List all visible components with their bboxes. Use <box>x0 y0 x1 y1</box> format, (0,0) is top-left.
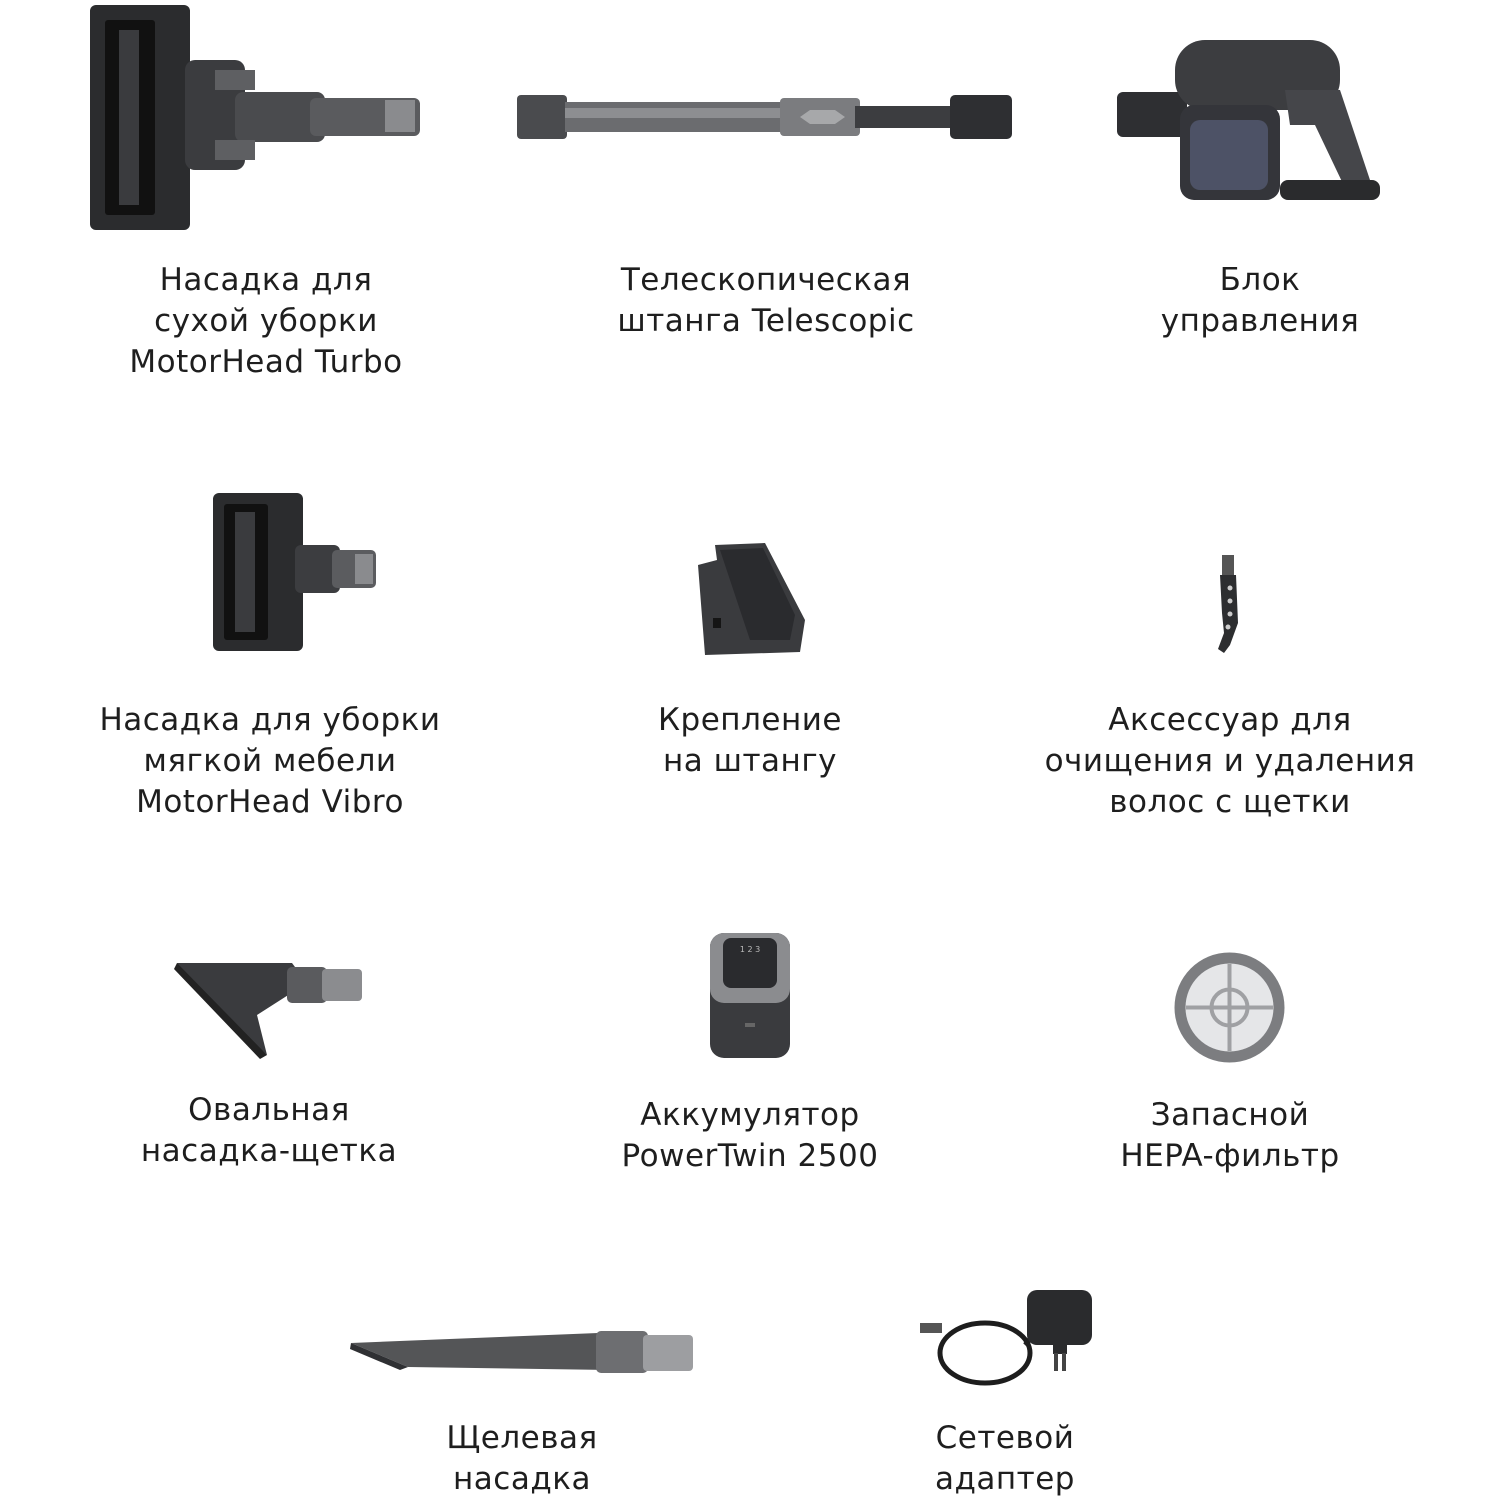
caption-line: на штангу <box>663 743 837 779</box>
caption-line: штанга Telescopic <box>617 303 915 339</box>
battery-icon <box>705 928 795 1063</box>
tube-mount-icon <box>695 540 810 660</box>
caption-line: Телескопическая <box>620 262 912 298</box>
caption-line: Запасной <box>1150 1097 1310 1133</box>
oval-brush-icon <box>172 955 367 1060</box>
caption-line: Насадка для <box>159 262 373 298</box>
caption-telescopic-tube <box>566 260 966 342</box>
caption-line: насадка <box>453 1461 591 1497</box>
caption-line: Аккумулятор <box>640 1097 860 1133</box>
caption-power-adapter <box>805 1418 1205 1500</box>
caption-control-unit <box>1060 260 1460 342</box>
caption-line: Насадка для уборки <box>99 702 441 738</box>
caption-motorhead-turbo <box>66 260 466 383</box>
caption-line: Блок <box>1219 262 1301 298</box>
caption-line: PowerTwin 2500 <box>621 1138 879 1174</box>
caption-line: адаптер <box>934 1461 1075 1497</box>
telescopic-tube-icon <box>515 90 1015 145</box>
caption-line: Овальная <box>188 1092 350 1128</box>
hair-cleaning-tool-icon <box>1210 553 1250 658</box>
floor-brush-icon <box>85 0 425 235</box>
caption-oval-brush <box>69 1090 469 1172</box>
power-adapter-icon <box>915 1285 1095 1390</box>
caption-line: Сетевой <box>935 1420 1075 1456</box>
caption-line: сухой уборки <box>154 303 378 339</box>
upholstery-brush-icon <box>210 490 380 655</box>
crevice-tool-icon <box>348 1325 696 1380</box>
caption-hepa-filter <box>1030 1095 1430 1177</box>
caption-line: насадка-щетка <box>140 1133 398 1169</box>
caption-tube-mount <box>550 700 950 782</box>
handheld-unit-icon <box>1115 30 1385 210</box>
caption-line: Щелевая <box>446 1420 598 1456</box>
caption-line: Крепление <box>658 702 842 738</box>
caption-line: волос с щетки <box>1109 784 1351 820</box>
caption-line: MotorHead Turbo <box>129 344 403 380</box>
caption-line: очищения и удаления <box>1044 743 1416 779</box>
caption-line: управления <box>1160 303 1360 339</box>
caption-line: MotorHead Vibro <box>136 784 404 820</box>
caption-line: мягкой мебели <box>143 743 397 779</box>
battery-indicator-label: 1 2 3 <box>739 945 761 954</box>
caption-hair-cleaning-tool <box>1020 700 1440 823</box>
caption-line: HEPA-фильтр <box>1120 1138 1340 1174</box>
caption-line: Аксессуар для <box>1108 702 1352 738</box>
caption-crevice-tool <box>322 1418 722 1500</box>
caption-battery <box>550 1095 950 1177</box>
caption-motorhead-vibro <box>60 700 480 823</box>
hepa-filter-icon <box>1172 950 1287 1065</box>
